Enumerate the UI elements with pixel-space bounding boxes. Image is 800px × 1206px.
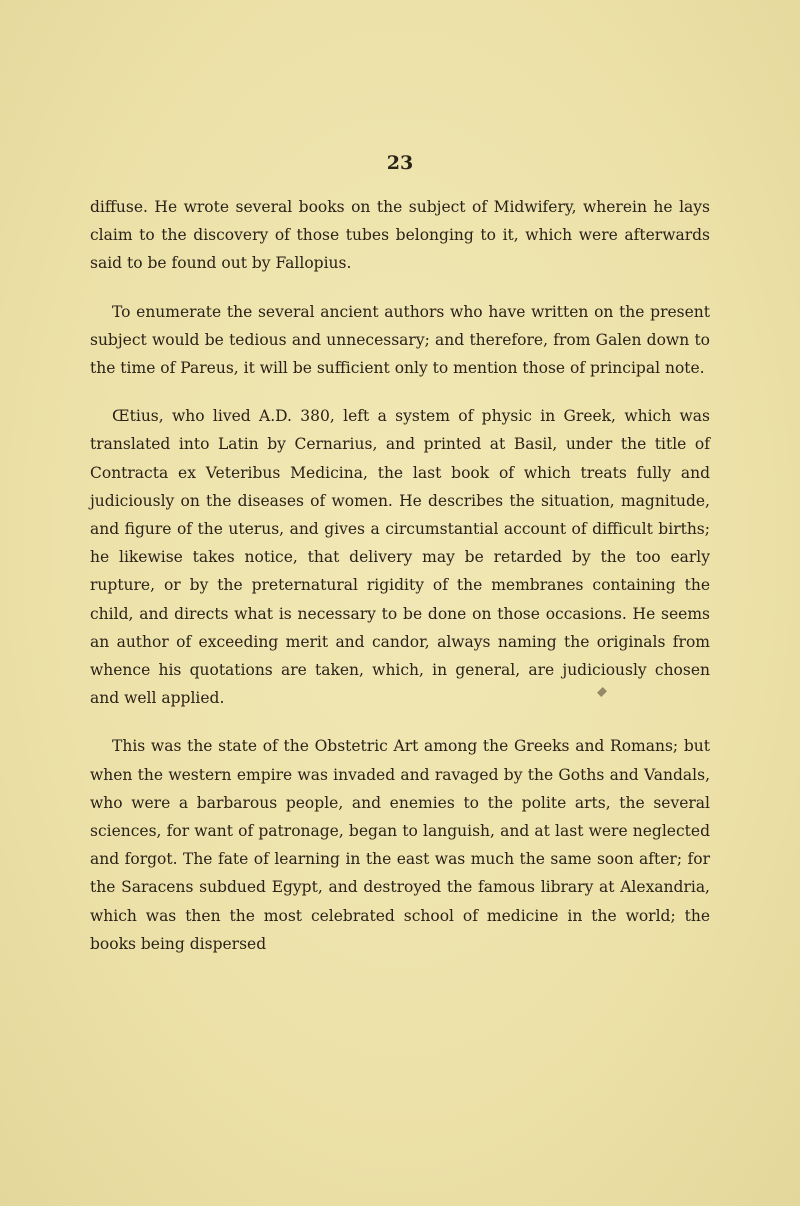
body-text — [90, 193, 710, 978]
paragraph-1: diffuse. He wrote several books on the subject of Midwifery, wherein he lays claim to the discovery of those tubes belonging to it, which were afterwards said to be found out by Fallopius. — [90, 198, 710, 273]
paragraph-4: This was the state of the Obstetric Art among the Greeks and Romans; but when the western empire was invaded and ravaged by the Goths and Vandals, who were a barbarous people, and enemies to the polite arts, the several sciences, for want of patronage, began to languish, and at last were neglected and forgot. The fate of learning in the east was much the same soon after; for the Saracens subdued Egypt, and destroyed the famous library at Alexandria, which was then the most celebrated school of medicine in the world; the books being dispersed — [90, 737, 710, 953]
paragraph-2: To enumerate the several ancient authors who have written on the present subject would be tedious and unnecessary; and therefore, from Galen down to the time of Pareus, it will be sufficient only to mention those of principal note. — [90, 302, 710, 378]
paragraph-3: Œtius, who lived A.D. 380, left a system of physic in Greek, which was translated into Latin by Cernarius, and printed at Basil, under the title of Contracta ex Veteribus Medicina, the last book of which treats fully and judiciously on the diseases of women. He describes the situation, magnitude, and figure of the uterus, and gives a circumstantial account of difficult births; he likewise takes notice, that delivery may be retarded by the too early rupture, or by the preternatural rigidity of the membranes containing the child, and directs what is necessary to be done on those occasions. He seems an author of exceeding merit and candor, always naming the originals from whence his quotations are taken, which, in general, are judiciously chosen and well applied. — [90, 407, 710, 708]
page-number: 23 — [386, 152, 414, 174]
